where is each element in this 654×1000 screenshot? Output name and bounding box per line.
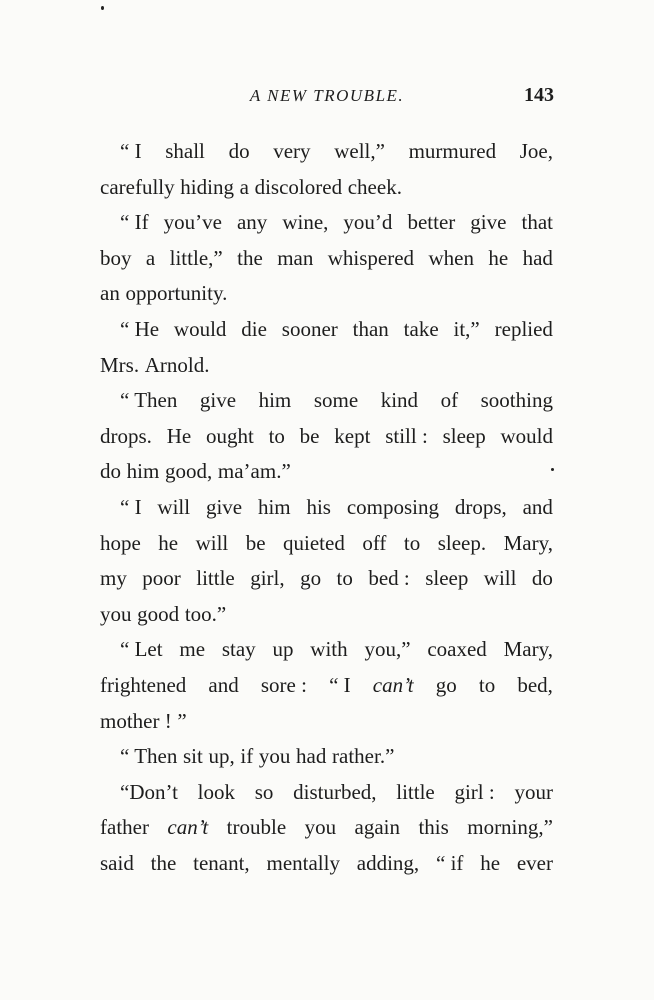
word: this: [418, 815, 449, 840]
word: that: [521, 210, 553, 235]
word: adding,: [356, 850, 420, 875]
text-line: [100, 424, 553, 460]
word: ever: [516, 850, 553, 875]
word: my: [100, 566, 127, 591]
word: opportunity.: [125, 281, 228, 306]
word: he: [488, 245, 509, 270]
word: Arnold.: [144, 352, 210, 377]
word: the: [237, 245, 263, 270]
word: little,”: [169, 245, 223, 270]
word: “ if: [436, 850, 464, 875]
word: will: [483, 566, 517, 591]
word: some: [313, 388, 359, 413]
word: still :: [385, 423, 428, 448]
word: carefully: [100, 174, 175, 199]
word: off: [362, 530, 387, 555]
word: a: [239, 174, 249, 199]
word: you’ve: [163, 210, 222, 235]
word: he: [158, 530, 179, 555]
text-line: [100, 281, 553, 317]
word: disturbed,: [293, 779, 377, 804]
word: “ I: [329, 672, 351, 697]
word: the: [150, 850, 177, 875]
word: well,”: [334, 139, 385, 163]
word: drops.: [100, 423, 152, 448]
word: to: [478, 672, 496, 697]
word: boy: [100, 245, 132, 270]
word: do: [100, 459, 121, 484]
text-line: [100, 388, 553, 424]
word: hiding: [180, 174, 234, 199]
word: stay: [221, 637, 256, 662]
word: an: [100, 281, 120, 306]
text-line: [100, 246, 553, 282]
word: mentally: [266, 850, 340, 875]
word: little: [196, 566, 235, 591]
text-line: [100, 637, 553, 673]
word: very: [273, 139, 311, 163]
word: had: [296, 744, 327, 769]
word: good: [137, 601, 180, 626]
word: too.”: [184, 601, 227, 626]
text-line: [100, 459, 553, 495]
text-line: [100, 210, 553, 246]
word: whispered: [327, 245, 415, 270]
text-line: [100, 673, 553, 709]
text-line: [100, 353, 553, 389]
word: sit: [183, 744, 203, 769]
word: better: [407, 210, 456, 235]
word: and: [522, 494, 553, 519]
word: look: [197, 779, 235, 804]
print-speck: [551, 468, 554, 471]
word: if: [240, 744, 254, 769]
word: shall: [165, 139, 205, 163]
text-line: [100, 709, 553, 745]
word: give: [205, 494, 243, 519]
word: ma’am.”: [217, 459, 291, 484]
word: go: [435, 672, 457, 697]
word: him: [258, 388, 292, 413]
word: quieted: [283, 530, 345, 555]
word: good,: [164, 459, 213, 484]
word: will: [157, 494, 191, 519]
page-number: 143: [524, 84, 554, 106]
word: you: [100, 601, 132, 626]
word: girl :: [454, 779, 495, 804]
word: can’t: [167, 815, 209, 840]
word: his: [306, 494, 331, 519]
word: “ Then: [120, 388, 178, 413]
word: murmured: [408, 139, 497, 163]
word: do: [531, 566, 553, 591]
word: ought: [205, 423, 254, 448]
text-line: [100, 780, 553, 816]
word: it,”: [453, 316, 480, 341]
word: sooner: [281, 316, 338, 341]
word: “ He: [120, 316, 160, 341]
word: will: [195, 530, 229, 555]
word: be: [245, 530, 266, 555]
word: to: [268, 423, 285, 448]
word: can’t: [372, 672, 414, 697]
word: tenant,: [193, 850, 250, 875]
word: coaxed: [427, 637, 487, 662]
word: go: [300, 566, 322, 591]
word: up: [272, 637, 294, 662]
word: would: [173, 316, 227, 341]
word: be: [299, 423, 320, 448]
word: replied: [494, 316, 553, 341]
text-line: [100, 602, 553, 638]
word: with: [310, 637, 348, 662]
word: than: [352, 316, 389, 341]
word: you’d: [343, 210, 393, 235]
word: “ Let: [120, 637, 163, 662]
word: composing: [346, 494, 439, 519]
word: poor: [142, 566, 181, 591]
word: mother !: [100, 708, 172, 733]
word: sleep: [442, 423, 486, 448]
word: “ Then: [120, 744, 178, 769]
word: when: [428, 245, 474, 270]
word: him: [257, 494, 291, 519]
word: had: [522, 245, 553, 270]
word: Mary,: [503, 530, 553, 555]
word: discolored: [254, 174, 343, 199]
text-line: [100, 531, 553, 567]
word: kept: [334, 423, 371, 448]
word: a: [145, 245, 156, 270]
word: so: [254, 779, 274, 804]
word: “ I: [120, 494, 142, 519]
word: kind: [380, 388, 419, 413]
word: ”: [177, 708, 187, 733]
word: give: [470, 210, 507, 235]
text-line: [100, 495, 553, 531]
word: Mary,: [503, 637, 553, 662]
text-line: [100, 815, 553, 851]
text-line: [100, 744, 553, 780]
word: give: [199, 388, 237, 413]
word: would: [500, 423, 553, 448]
word: and: [208, 672, 239, 697]
word: you: [304, 815, 337, 840]
word: you: [258, 744, 291, 769]
word: soothing: [480, 388, 553, 413]
print-speck: [101, 6, 104, 10]
word: do: [228, 139, 250, 163]
word: cheek.: [347, 174, 402, 199]
word: said: [100, 850, 134, 875]
text-line: [100, 851, 553, 887]
text-line: [100, 317, 553, 353]
word: Mrs.: [100, 352, 140, 377]
word: trouble: [226, 815, 287, 840]
word: girl,: [250, 566, 285, 591]
word: sleep: [425, 566, 469, 591]
word: wine,: [282, 210, 329, 235]
text-line: [100, 175, 553, 211]
word: “Don’t: [120, 779, 178, 804]
word: you,”: [364, 637, 411, 662]
word: sore :: [260, 672, 307, 697]
word: little: [396, 779, 435, 804]
word: “ I: [120, 139, 142, 163]
word: drops,: [454, 494, 507, 519]
word: hope: [100, 530, 141, 555]
running-title: A NEW TROUBLE.: [249, 86, 405, 105]
word: of: [440, 388, 459, 413]
word: Joe,: [519, 139, 553, 163]
running-head: [100, 84, 554, 114]
word: take: [403, 316, 439, 341]
word: frightened: [100, 672, 187, 697]
word: sleep.: [437, 530, 487, 555]
text-line: [100, 566, 553, 602]
word: to: [403, 530, 421, 555]
word: to: [336, 566, 353, 591]
word: him: [126, 459, 160, 484]
word: bed,: [517, 672, 553, 697]
word: bed :: [368, 566, 410, 591]
word: any: [236, 210, 268, 235]
word: rather.”: [332, 744, 395, 769]
text-line: [100, 139, 553, 175]
body-text: [100, 139, 553, 886]
word: morning,”: [467, 815, 553, 840]
word: father: [100, 815, 149, 840]
word: man: [277, 245, 314, 270]
word: he: [480, 850, 501, 875]
word: up,: [208, 744, 235, 769]
word: me: [179, 637, 206, 662]
word: He: [166, 423, 192, 448]
word: your: [514, 779, 553, 804]
word: die: [241, 316, 267, 341]
word: “ If: [120, 210, 149, 235]
word: again: [354, 815, 401, 840]
